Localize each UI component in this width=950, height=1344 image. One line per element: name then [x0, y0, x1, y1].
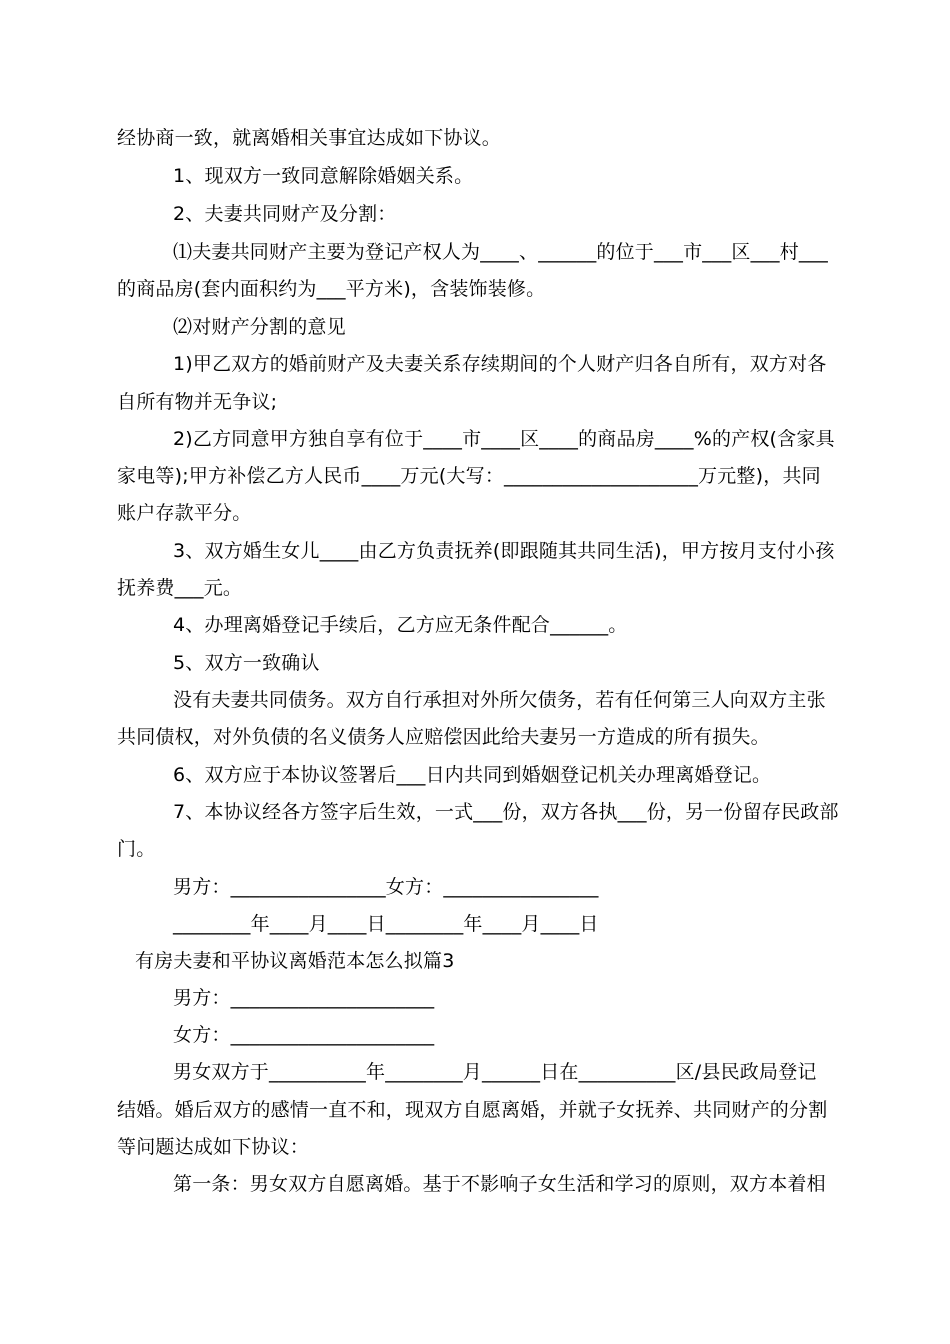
paragraph-line: 没有夫妻共同债务。双方自行承担对外所欠债务，若有任何第三人向双方主张 — [173, 689, 826, 711]
clause-2-heading: 2、夫妻共同财产及分割： — [173, 203, 397, 225]
clause-7-line: 7、本协议经各方签字后生效，一式___份，双方各执___份，另一份留存民政部 — [173, 801, 839, 823]
paragraph-line: 家电等);甲方补偿乙方人民币____万元(大写：____________________万元整)，共同 — [117, 465, 821, 487]
date-line: ________年____月____日________年____月____日 — [173, 913, 599, 935]
paragraph-line: 共同债权，对外负债的名义债务人应赔偿因此给夫妻另一方造成的所有损失。 — [117, 726, 770, 748]
paragraph-line: 自所有物并无争议; — [117, 391, 278, 413]
subheading-line: ⑵对财产分割的意见 — [173, 316, 346, 338]
clause-4-line: 4、办理离婚登记手续后，乙方应无条件配合______。 — [173, 614, 628, 636]
section-title: 有房夫妻和平协议离婚范本怎么拟篇3 — [135, 950, 455, 972]
paragraph-line: 结婚。婚后双方的感情一直不和，现双方自愿离婚，并就子女抚养、共同财产的分割 — [117, 1099, 828, 1121]
clause-3-line: 3、双方婚生女儿____由乙方负责抚养(即跟随其共同生活)，甲方按月支付小孩 — [173, 540, 835, 562]
clause-1-line: 1、现双方一致同意解除婚姻关系。 — [173, 165, 474, 187]
wife-field: 女方：_____________________ — [173, 1024, 435, 1046]
paragraph-line: 账户存款平分。 — [117, 502, 252, 524]
signature-line: 男方：________________女方：________________ — [173, 876, 599, 898]
paragraph-line: 等问题达成如下协议： — [117, 1136, 310, 1158]
paragraph-line: 男女双方于__________年________月______日在__________区/县民政局登记 — [173, 1061, 817, 1083]
paragraph-line: ⑴夫妻共同财产主要为登记产权人为____、______的位于___市___区___村___ — [173, 241, 829, 263]
paragraph-line: 1)甲乙双方的婚前财产及夫妻关系存续期间的个人财产归各自所有，双方对各 — [173, 353, 827, 375]
paragraph-line: 经协商一致，就离婚相关事宜达成如下协议。 — [117, 127, 502, 149]
husband-field: 男方：_____________________ — [173, 987, 435, 1009]
article-1-line: 第一条：男女双方自愿离婚。基于不影响子女生活和学习的原则，双方本着相 — [173, 1173, 826, 1195]
clause-5-line: 5、双方一致确认 — [173, 652, 320, 674]
paragraph-line: 抚养费___元。 — [117, 577, 243, 599]
paragraph-line: 的商品房(套内面积约为___平方米)，含装饰装修。 — [117, 278, 546, 300]
paragraph-line: 门。 — [117, 838, 156, 860]
paragraph-line: 2)乙方同意甲方独自享有位于____市____区____的商品房____%的产权(含家具 — [173, 428, 835, 450]
clause-6-line: 6、双方应于本协议签署后___日内共同到婚姻登记机关办理离婚登记。 — [173, 764, 772, 786]
